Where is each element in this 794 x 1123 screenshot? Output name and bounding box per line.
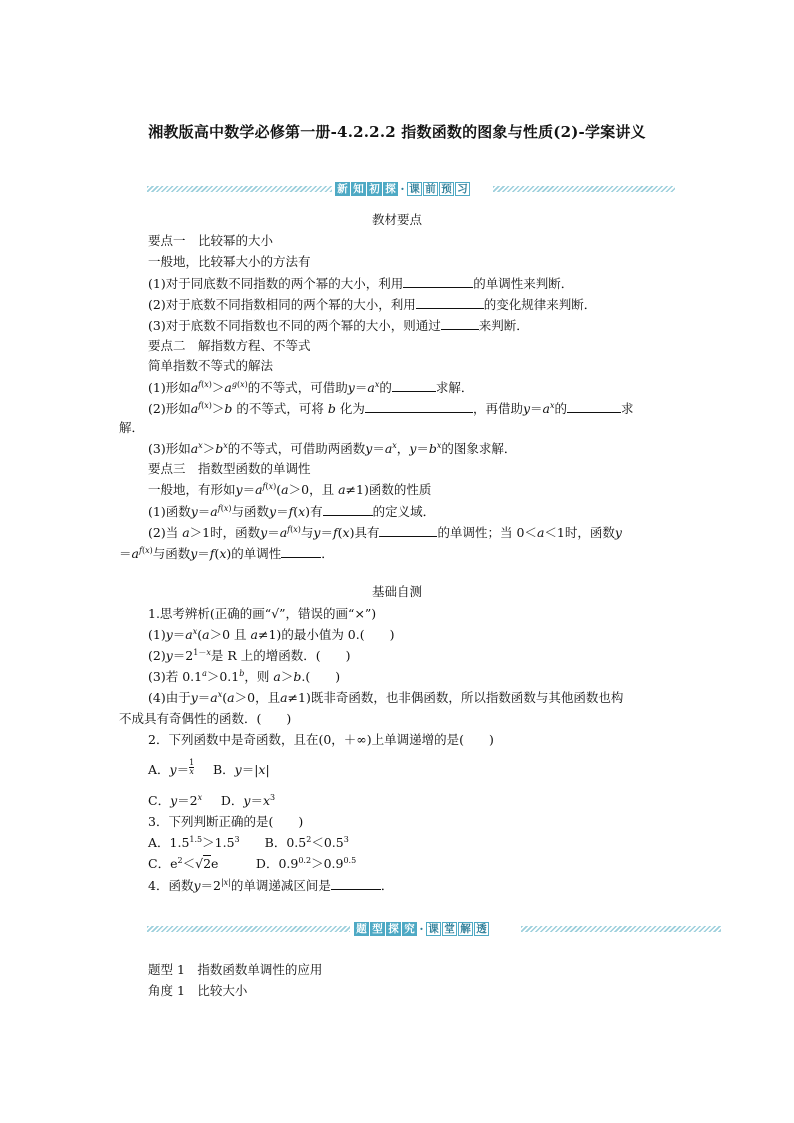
text: ，再借助 bbox=[472, 401, 523, 416]
q1-stem: 1.思考辨析(正确的画“√”，错误的画“×”) bbox=[148, 606, 377, 621]
point1-item2 bbox=[148, 296, 596, 313]
option-label: B． bbox=[264, 835, 287, 850]
answer-blank bbox=[331, 877, 381, 890]
q3-stem: 3．下列判断正确的是( ) bbox=[148, 814, 304, 829]
section-banner-preview bbox=[147, 182, 675, 196]
answer-blank bbox=[323, 503, 373, 516]
text: 时，函数 bbox=[564, 525, 615, 540]
answer-blank bbox=[379, 524, 437, 537]
banner-char: 堂 bbox=[442, 922, 457, 936]
text: 的 bbox=[379, 380, 392, 395]
banner-char: 透 bbox=[474, 922, 489, 936]
q3-options-cd: C．$e^2<√2e$ D．$0.9^{0.2}>0.9^{0.5}$ bbox=[148, 856, 357, 871]
point2-item1: (1)形如$a^{f(x)}>a^{g(x)}$的不等式，可借助$y=a^x$的 求解． bbox=[148, 380, 474, 395]
text: (4)由于 bbox=[148, 690, 191, 705]
point2-item2-cont: 解． bbox=[119, 420, 145, 435]
text: ． bbox=[321, 546, 334, 561]
text: ，则 bbox=[244, 669, 270, 684]
answer-blank bbox=[392, 379, 436, 392]
text: 的单调性来判断． bbox=[473, 276, 574, 291]
angle1-heading: 角度 1 比较大小 bbox=[148, 983, 248, 998]
banner-hatch-left bbox=[147, 926, 350, 932]
banner-char: 课 bbox=[426, 922, 441, 936]
banner-hatch-right bbox=[521, 926, 721, 932]
text: 的最小值为 0.( ) bbox=[281, 627, 395, 642]
answer-blank bbox=[441, 317, 479, 330]
banner-char: 初 bbox=[367, 182, 382, 196]
answer-blank bbox=[403, 275, 473, 288]
q1-item1: $(1)y=a^x(a>0$ 且 a≠1)的最小值为 0.( ) bbox=[148, 627, 395, 642]
point2-intro: 简单指数不等式的解法 bbox=[148, 358, 274, 373]
text: (3)对于底数不同指数也不同的两个幂的大小，则通过 bbox=[148, 318, 441, 333]
banner-tags bbox=[335, 182, 470, 196]
q1-item4-cont: 不成具有奇偶性的函数．( ) bbox=[119, 711, 292, 726]
banner-hatch-right bbox=[493, 186, 675, 192]
text: (2) bbox=[148, 648, 166, 663]
banner-char: 究 bbox=[402, 922, 417, 936]
banner-hatch-left bbox=[147, 186, 332, 192]
q1-item3: (3)若 0.1$^a$＞0.1$^b$，则 a＞b.( ) bbox=[148, 669, 341, 684]
text: 的单调性；当 bbox=[437, 525, 513, 540]
point2-heading: 要点二 解指数方程、不等式 bbox=[148, 338, 311, 353]
text: 的单调递减区间是 bbox=[230, 878, 331, 893]
option-label: A． bbox=[148, 762, 170, 777]
section-title-self-test: 基础自测 bbox=[371, 584, 422, 599]
text: (2)对于底数不同指数相同的两个幂的大小，利用 bbox=[148, 297, 416, 312]
point2-item3: (3)形如$a^x>b^x$的不等式，可借助两函数$y=a^x$，$y=b^x$的图象求解． bbox=[148, 441, 517, 456]
text: 且 bbox=[234, 627, 247, 642]
option-label: D． bbox=[220, 793, 244, 808]
option-label: B． bbox=[212, 762, 235, 777]
text: (2)当 bbox=[148, 525, 179, 540]
banner-char: 知 bbox=[351, 182, 366, 196]
section-banner-exploration bbox=[147, 922, 721, 936]
point1-item1 bbox=[148, 275, 573, 292]
q2-options-ab: A．y＝ $\frac{1}{x}$ B．y＝|x| bbox=[148, 758, 270, 777]
text: 化为 bbox=[339, 401, 365, 416]
text: 的不等式，可借助 bbox=[247, 380, 348, 395]
banner-char: 习 bbox=[455, 182, 470, 196]
text: (3)形如 bbox=[148, 441, 191, 456]
text: 的变化规律来判断． bbox=[483, 297, 597, 312]
q1-item2: $(2)y=2^{1-x}$是 R 上的增函数．( ) bbox=[148, 648, 351, 663]
banner-char: 预 bbox=[439, 182, 454, 196]
text: 的 bbox=[554, 401, 568, 416]
text: (1)形如 bbox=[148, 380, 191, 395]
text: ( ) bbox=[305, 669, 341, 684]
type1-heading: 题型 1 指数函数单调性的应用 bbox=[148, 962, 323, 977]
option-label: C． bbox=[148, 856, 171, 871]
text: 的图象求解． bbox=[441, 441, 517, 456]
banner-dot: · bbox=[400, 182, 405, 196]
point1-item3 bbox=[148, 317, 529, 334]
fraction: $\frac{1}{x}$ bbox=[189, 758, 195, 776]
option-label: D． bbox=[255, 856, 279, 871]
point2-item2: (2)形如$a^{f(x)}>b$ 的不等式，可将 b 化为 ，再借助$y=a^x$的 求 bbox=[148, 401, 634, 416]
text: ． bbox=[380, 878, 394, 893]
q4-stem: 4．函数$y=2^{|x|}$的单调递减区间是 ． bbox=[148, 878, 394, 893]
text: 的不等式，可借助两函数 bbox=[227, 441, 366, 456]
answer-blank bbox=[567, 400, 621, 413]
text: 的单调性 bbox=[231, 546, 282, 561]
banner-char: 题 bbox=[354, 922, 369, 936]
text: 与函数 bbox=[152, 546, 191, 561]
text: ，且 bbox=[255, 690, 281, 705]
q3-options-ab: A．$1.5^{1.5}>1.5^3$ B．$0.5^2<0.5^3$ bbox=[148, 835, 349, 850]
point3-heading: 要点三 指数型函数的单调性 bbox=[148, 461, 311, 476]
text: 函数的性质 bbox=[368, 482, 432, 497]
banner-char: 前 bbox=[423, 182, 438, 196]
text: (1)对于同底数不同指数的两个幂的大小，利用 bbox=[148, 276, 404, 291]
text: )既非奇函数，也非偶函数，所以指数函数与其他函数也构 bbox=[305, 690, 624, 705]
point3-item2-cont: $=a^{f(x)}$与函数y＝f(x)的单调性 ． bbox=[119, 546, 334, 561]
text: (3)若 bbox=[148, 669, 179, 684]
banner-char: 型 bbox=[370, 922, 385, 936]
text: 一般地，有形如 bbox=[148, 482, 236, 497]
option-label: A． bbox=[148, 835, 170, 850]
text: 与函数 bbox=[231, 504, 269, 519]
text: 来判断． bbox=[478, 318, 529, 333]
answer-blank bbox=[416, 296, 484, 309]
text: 的不等式，可将 bbox=[236, 401, 324, 416]
q2-options-cd: C．$y=2^x$ D．$y=x^3$ bbox=[148, 793, 276, 808]
point1-heading: 要点一 比较幂的大小 bbox=[148, 233, 274, 248]
banner-char: 解 bbox=[458, 922, 473, 936]
text: 是 R 上的增函数．( ) bbox=[210, 648, 351, 663]
point3-item2: (2)当 a＞1时，函数$y=a^{f(x)}$与y＝f(x)具有 的单调性；当 0＜a＜1时，函数y bbox=[148, 525, 622, 540]
text: 求 bbox=[621, 401, 634, 416]
banner-char: 探 bbox=[383, 182, 398, 196]
q2-stem: 2．下列函数中是奇函数，且在(0，＋∞)上单调递增的是( ) bbox=[148, 732, 494, 747]
section-title-materials: 教材要点 bbox=[371, 212, 422, 227]
text: 求解． bbox=[435, 380, 474, 395]
text: 时，函数 bbox=[210, 525, 261, 540]
text: (1) bbox=[148, 627, 166, 642]
point3-intro: 一般地，有形如$y=a^{f(x)}(a>0$，且 a≠1)函数的性质 bbox=[148, 482, 432, 497]
text: 的定义域． bbox=[372, 504, 436, 519]
point3-item1: (1)函数$y=a^{f(x)}$与函数y＝f(x)有 的定义域． bbox=[148, 504, 436, 519]
banner-char: 探 bbox=[386, 922, 401, 936]
answer-blank bbox=[281, 545, 321, 558]
sqrt-expression: √2 bbox=[195, 856, 212, 871]
banner-char: 课 bbox=[407, 182, 422, 196]
banner-dot: · bbox=[419, 922, 424, 936]
document-title: 湘教版高中数学必修第一册-4.2.2.2 指数函数的图象与性质(2)-学案讲义 bbox=[148, 123, 646, 141]
banner-char: 新 bbox=[335, 182, 350, 196]
text: 与 bbox=[300, 525, 314, 540]
text: (1)函数 bbox=[148, 504, 191, 519]
text: 具有 bbox=[354, 525, 380, 540]
text: (2)形如 bbox=[148, 401, 191, 416]
banner-tags bbox=[354, 922, 489, 936]
answer-blank bbox=[365, 400, 473, 413]
point1-intro: 一般地，比较幂大小的方法有 bbox=[148, 254, 311, 269]
text: 有 bbox=[310, 504, 323, 519]
option-label: C． bbox=[148, 793, 171, 808]
q1-item4: (4)由于$y=a^x(a>0$，且a≠1)既非奇函数，也非偶函数，所以指数函数与其他函数也构 bbox=[148, 690, 624, 705]
text: 4．函数 bbox=[148, 878, 194, 893]
